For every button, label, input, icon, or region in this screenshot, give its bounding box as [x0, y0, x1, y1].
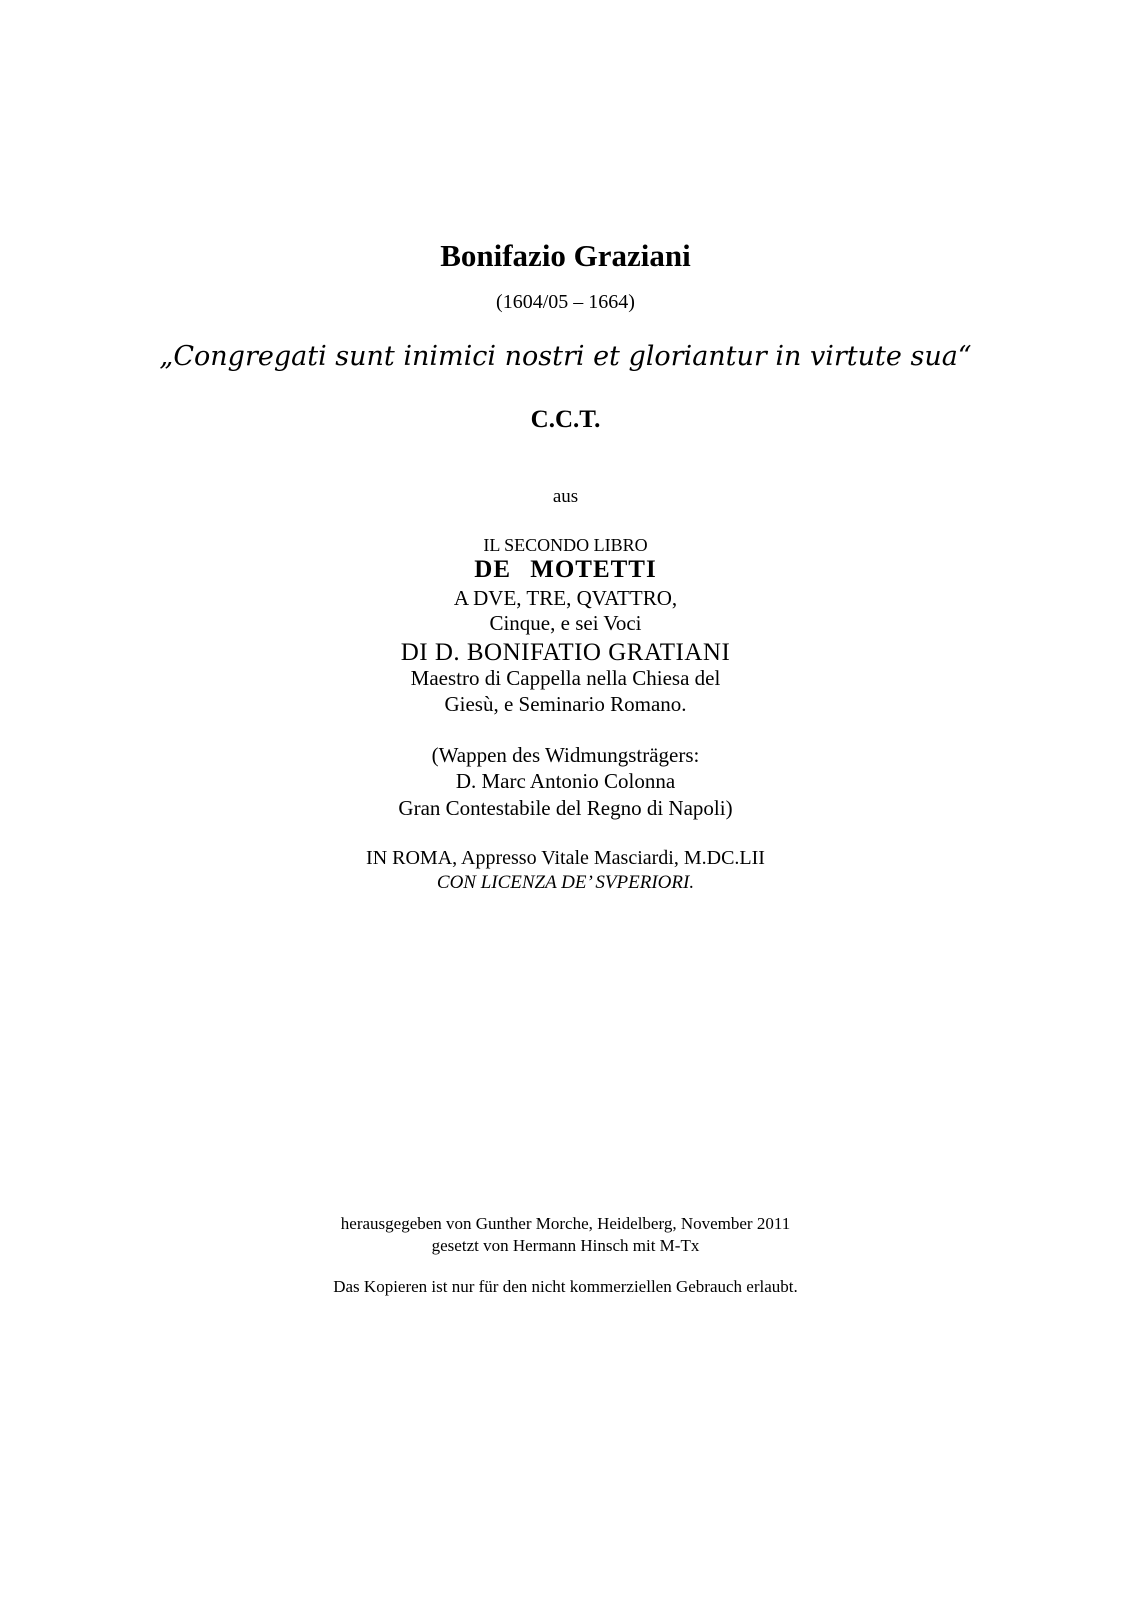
composer-dates: (1604/05 – 1664) — [496, 291, 635, 313]
coat-of-arms-note: D. Marc Antonio Colonna — [455, 769, 676, 793]
coat-of-arms-note: (Wappen des Widmungsträgers: — [431, 743, 700, 767]
source-author-line: DI D. BONIFATIO GRATIANI — [400, 639, 731, 666]
copy-notice: Das Kopieren ist nur für den nicht kommerziellen Gebrauch erlaubt. — [333, 1277, 798, 1296]
coat-of-arms-note: Gran Contestabile del Regno di Napoli) — [398, 796, 733, 820]
source-title-main: DE MOTETTI — [474, 556, 657, 583]
source-title-line: A DVE, TRE, QVATTRO, — [453, 586, 678, 610]
voicing: C.C.T. — [530, 406, 601, 433]
typesetter-credit: gesetzt von Hermann Hinsch mit M-Tx — [431, 1236, 700, 1255]
editor-credit: herausgegeben von Gunther Morche, Heidelberg, November 2011 — [340, 1214, 791, 1233]
source-title-line: Maestro di Cappella nella Chiesa del — [410, 666, 721, 690]
source-title-line: Giesù, e Seminario Romano. — [444, 692, 687, 716]
source-intro: aus — [552, 486, 579, 507]
source-title-line: IL SECONDO LIBRO — [483, 535, 648, 555]
source-title-line: Cinque, e sei Voci — [489, 611, 642, 635]
composer-name: Bonifazio Graziani — [440, 238, 691, 273]
imprint-line: IN ROMA, Appresso Vitale Masciardi, M.DC.LII — [366, 847, 765, 869]
work-title: „Congregati sunt inimici nostri et gloriantur in virtute sua“ — [159, 341, 972, 372]
license-line: CON LICENZA DE’ SVPERIORI. — [436, 872, 695, 893]
